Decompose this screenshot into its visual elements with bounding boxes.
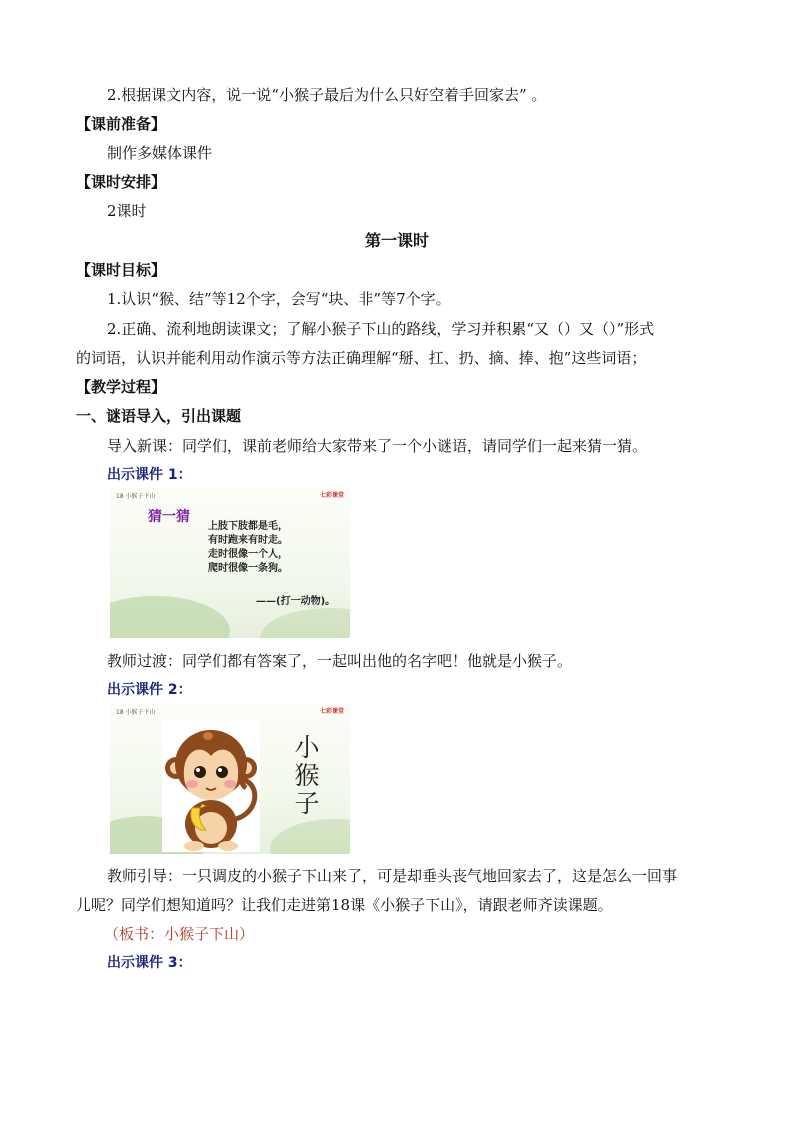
transition-paragraph: 教师过渡：同学们都有答案了，一起叫出他的名字吧！他就是小猴子。 [107, 652, 573, 670]
intro-paragraph: 导入新课：同学们，课前老师给大家带来了一个小谜语，请同学们一起来猜一猜。 [107, 437, 648, 455]
ink-wash-decoration [110, 596, 230, 638]
prep-heading: 【课前准备】 [76, 115, 167, 133]
monkey-illustration [162, 720, 260, 852]
guide-paragraph-line-1: 教师引导：一只调皮的小猴子下山来了，可是却垂头丧气地回家去了，这是怎么一回事 [107, 867, 678, 885]
monkey-image-card [162, 720, 260, 852]
lesson-title: 第一课时 [364, 231, 429, 250]
courseware-slide-1 [110, 488, 350, 638]
schedule-content: 2课时 [107, 202, 147, 220]
riddle-text: 上肢下肢都是毛， 有时跑来有时走。 走时很像一个人， 爬时很像一条狗。 [208, 521, 288, 574]
goal-item-2-line-1: 2.正确、流利地朗读课文；了解小猴子下山的路线，学习并积累“又（）又（）”形式 [107, 320, 655, 338]
slide-title: 猜一猜 [148, 509, 190, 525]
ink-wash-decoration [260, 608, 350, 638]
show-courseware-2: 出示课件 2： [107, 682, 192, 698]
schedule-heading: 【课时安排】 [76, 173, 167, 191]
slide-lesson-label: 18 小猴子下山 [116, 493, 156, 500]
goals-heading: 【课时目标】 [76, 261, 167, 279]
section-1-heading: 一、谜语导入，引出课题 [76, 407, 242, 425]
ink-wash-decoration [270, 819, 350, 854]
objective-2: 2.根据课文内容，说一说“小猴子最后为什么只好空着手回家去” 。 [107, 86, 547, 104]
slide-brand-logo: 七彩课堂 [319, 708, 344, 715]
show-courseware-1: 出示课件 1： [107, 467, 192, 483]
show-courseware-3: 出示课件 3： [107, 955, 192, 971]
board-note: （板书：小猴子下山） [104, 925, 255, 943]
goal-item-2-line-2: 的词语，认识并能利用动作演示等方法正确理解“掰、扛、扔、摘、捧、抱”这些词语； [76, 349, 647, 367]
process-heading: 【教学过程】 [76, 378, 167, 396]
prep-content: 制作多媒体课件 [107, 144, 213, 162]
vertical-title: 小 猴 子 [294, 733, 320, 818]
guide-paragraph-line-2: 儿呢？同学们想知道吗？让我们走进第18课《小猴子下山》，请跟老师齐读课题。 [76, 896, 613, 914]
riddle-answer-hint: ——(打一动物)。 [256, 596, 336, 607]
courseware-slide-2 [110, 704, 350, 854]
slide-brand-logo: 七彩课堂 [319, 492, 344, 499]
slide-lesson-label: 18 小猴子下山 [116, 709, 156, 716]
goal-item-1: 1.认识“猴、结”等12个字，会写“块、非”等7个字。 [107, 290, 451, 308]
